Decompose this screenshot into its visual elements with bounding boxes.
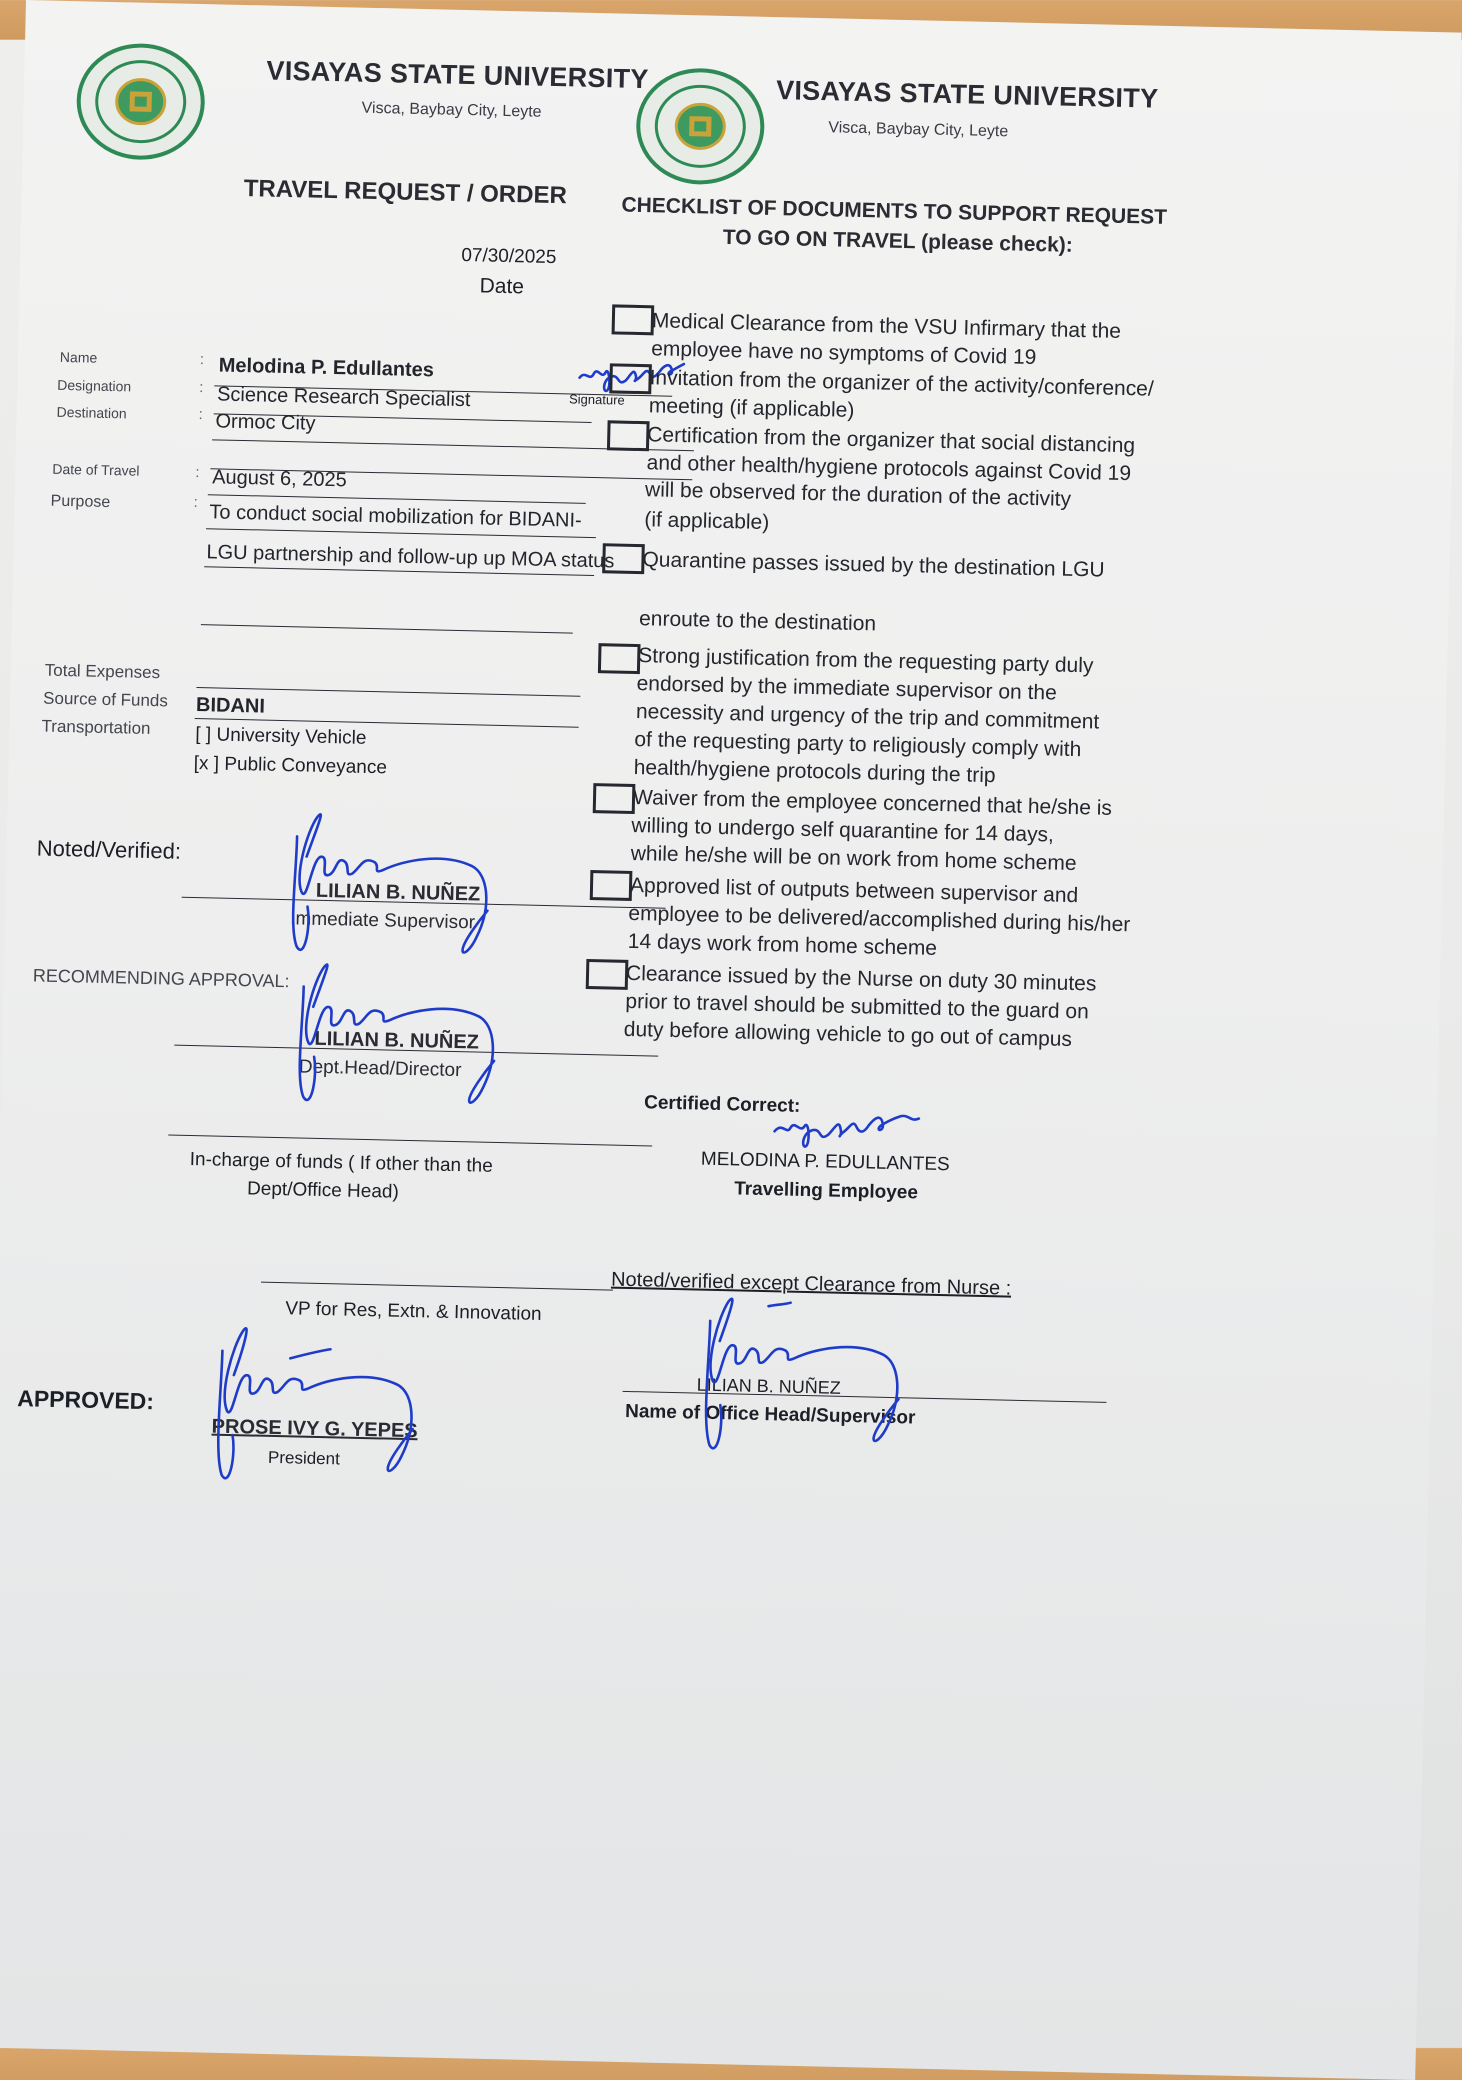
checklist-item-justification-line-1: Strong justification from the requesting party duly [638, 644, 1094, 678]
checklist-item-certification-line-4: (if applicable) [644, 508, 770, 534]
checklist-item-invitation-line-2: meeting (if applicable) [648, 394, 855, 422]
dept-head-name: LILIAN B. NUÑEZ [314, 1027, 480, 1054]
transport-option-public-conveyance: [x ] Public Conveyance [193, 753, 388, 779]
name-label: Name [59, 348, 98, 366]
checklist-item-quarantine-passes-line-2: enroute to the destination [638, 607, 877, 636]
checklist-title-line-1: CHECKLIST OF DOCUMENTS TO SUPPORT REQUEST [621, 193, 1168, 229]
checklist-checkbox-invitation[interactable] [609, 363, 652, 394]
checklist-checkbox-quarantine-passes[interactable] [602, 543, 645, 574]
university-name-right: VISAYAS STATE UNIVERSITY [775, 75, 1159, 114]
checklist-item-waiver-line-1: Waiver from the employee concerned that he/she is [632, 785, 1113, 820]
colon: : [198, 406, 204, 424]
university-seal-right [634, 66, 767, 187]
purpose-underline-3 [201, 624, 573, 633]
checklist-item-waiver-line-2: willing to undergo self quarantine for 14 days, [631, 813, 1055, 847]
date-of-travel-value: August 6, 2025 [211, 466, 347, 492]
funds-signature-line [168, 1135, 652, 1147]
destination-value: Ormoc City [215, 410, 316, 435]
travelling-employee-role: Travelling Employee [733, 1178, 919, 1204]
approved-label: APPROVED: [16, 1385, 155, 1415]
form-title: TRAVEL REQUEST / ORDER [243, 174, 568, 210]
checklist-item-certification-line-3: will be observed for the duration of the activity [644, 478, 1072, 511]
vp-signature-line [261, 1282, 613, 1291]
checklist-checkbox-approved-outputs[interactable] [590, 870, 633, 901]
checklist-item-justification-line-2: endorsed by the immediate supervisor on the [636, 672, 1058, 705]
office-head-label: Name of Office Head/Supervisor [624, 1400, 916, 1429]
transportation-label: Transportation [41, 716, 151, 739]
checklist-item-approved-outputs-line-3: 14 days work from home scheme [627, 929, 938, 960]
travelling-employee-name: MELODINA P. EDULLANTES [700, 1148, 950, 1176]
funds-role-line-1: In-charge of funds ( If other than the [189, 1149, 494, 1177]
checklist-title-line-2: TO GO ON TRAVEL (please check): [722, 225, 1074, 257]
university-address: Visca, Baybay City, Leyte [361, 99, 542, 121]
colon: : [199, 379, 204, 397]
noted-except-label: Noted/verified except Clearance from Nurse : [610, 1268, 1012, 1300]
president-name: PROSE IVY G. YEPES [211, 1415, 418, 1443]
checklist-item-approved-outputs-line-2: employee to be delivered/accomplished during his/her [628, 901, 1131, 937]
funds-role-line-2: Dept/Office Head) [246, 1178, 400, 1203]
checklist-item-justification-line-5: health/hygiene protocols during the trip [633, 755, 996, 788]
checklist-item-approved-outputs-line-1: Approved list of outputs between supervisor and [629, 873, 1079, 908]
supervisor-role: Immediate Supervisor [289, 908, 476, 934]
checklist-item-nurse-clearance-line-2: prior to travel should be submitted to the guard on [625, 989, 1090, 1024]
checklist-checkbox-medical-clearance[interactable] [612, 304, 655, 335]
dept-head-role: Dept.Head/Director [298, 1056, 462, 1082]
purpose-line-1: To conduct social mobilization for BIDANI- [209, 501, 582, 532]
checklist-item-invitation-line-1: Invitation from the organizer of the activity/conference/ [649, 366, 1154, 401]
president-role: President [267, 1447, 341, 1469]
checklist-item-quarantine-passes-line-1: Quarantine passes issued by the destination LGU [642, 548, 1105, 582]
colon: : [193, 493, 199, 512]
destination-label: Destination [56, 403, 127, 422]
office-head-name: LILIAN B. NUÑEZ [696, 1374, 841, 1398]
checklist-checkbox-nurse-clearance[interactable] [586, 959, 629, 990]
dept-head-signature [281, 946, 545, 1132]
checklist-item-certification-line-1: Certification from the organizer that social distancing [647, 423, 1136, 458]
request-date: 07/30/2025 [461, 244, 557, 269]
transport-option-university-vehicle: [ ] University Vehicle [195, 724, 367, 749]
total-expenses-label: Total Expenses [44, 660, 161, 683]
checklist-item-justification-line-3: necessity and urgency of the trip and commitment [635, 700, 1100, 734]
colon: : [195, 463, 200, 482]
designation-label: Designation [57, 376, 132, 395]
office-head-signature [683, 1280, 947, 1486]
university-address-right: Visca, Baybay City, Leyte [828, 119, 1009, 141]
signature-label: Signature [568, 391, 625, 408]
checklist-checkbox-justification[interactable] [598, 643, 641, 674]
checklist-checkbox-certification[interactable] [607, 420, 650, 451]
university-seal-left [74, 41, 207, 162]
source-of-funds-value: BIDANI [195, 694, 266, 718]
colon: : [199, 351, 205, 369]
purpose-label: Purpose [50, 492, 111, 512]
checklist-item-certification-line-2: and other health/hygiene protocols against Covid 19 [646, 451, 1132, 486]
president-signature [197, 1304, 461, 1510]
checklist-checkbox-waiver[interactable] [593, 783, 636, 814]
date-of-travel-label: Date of Travel [52, 460, 140, 479]
checklist-item-justification-line-4: of the requesting party to religiously comply with [634, 727, 1082, 762]
certified-correct-label: Certified Correct: [643, 1092, 801, 1117]
checklist-item-nurse-clearance-line-3: duty before allowing vehicle to go out of campus [623, 1017, 1073, 1051]
vp-role: VP for Res, Extn. & Innovation [285, 1298, 542, 1326]
checklist-item-nurse-clearance-line-1: Clearance issued by the Nurse on duty 30 minutes [625, 961, 1097, 996]
purpose-line-2: LGU partnership and follow-up up MOA status [206, 541, 615, 573]
checklist-item-medical-clearance-line-1: Medical Clearance from the VSU Infirmary that the [651, 309, 1122, 343]
recommending-approval-label: RECOMMENDING APPROVAL: [32, 965, 290, 992]
name-value: Melodina P. Edullantes [218, 354, 435, 382]
university-name: VISAYAS STATE UNIVERSITY [266, 55, 650, 95]
noted-verified-label: Noted/Verified: [36, 835, 182, 864]
checklist-item-medical-clearance-line-2: employee have no symptoms of Covid 19 [650, 337, 1037, 370]
source-of-funds-label: Source of Funds [42, 688, 169, 711]
designation-value: Science Research Specialist [216, 383, 471, 412]
date-label: Date [479, 274, 525, 299]
supervisor-name: LILIAN B. NUÑEZ [315, 879, 481, 906]
checklist-item-waiver-line-3: while he/she will be on work from home scheme [630, 841, 1077, 876]
